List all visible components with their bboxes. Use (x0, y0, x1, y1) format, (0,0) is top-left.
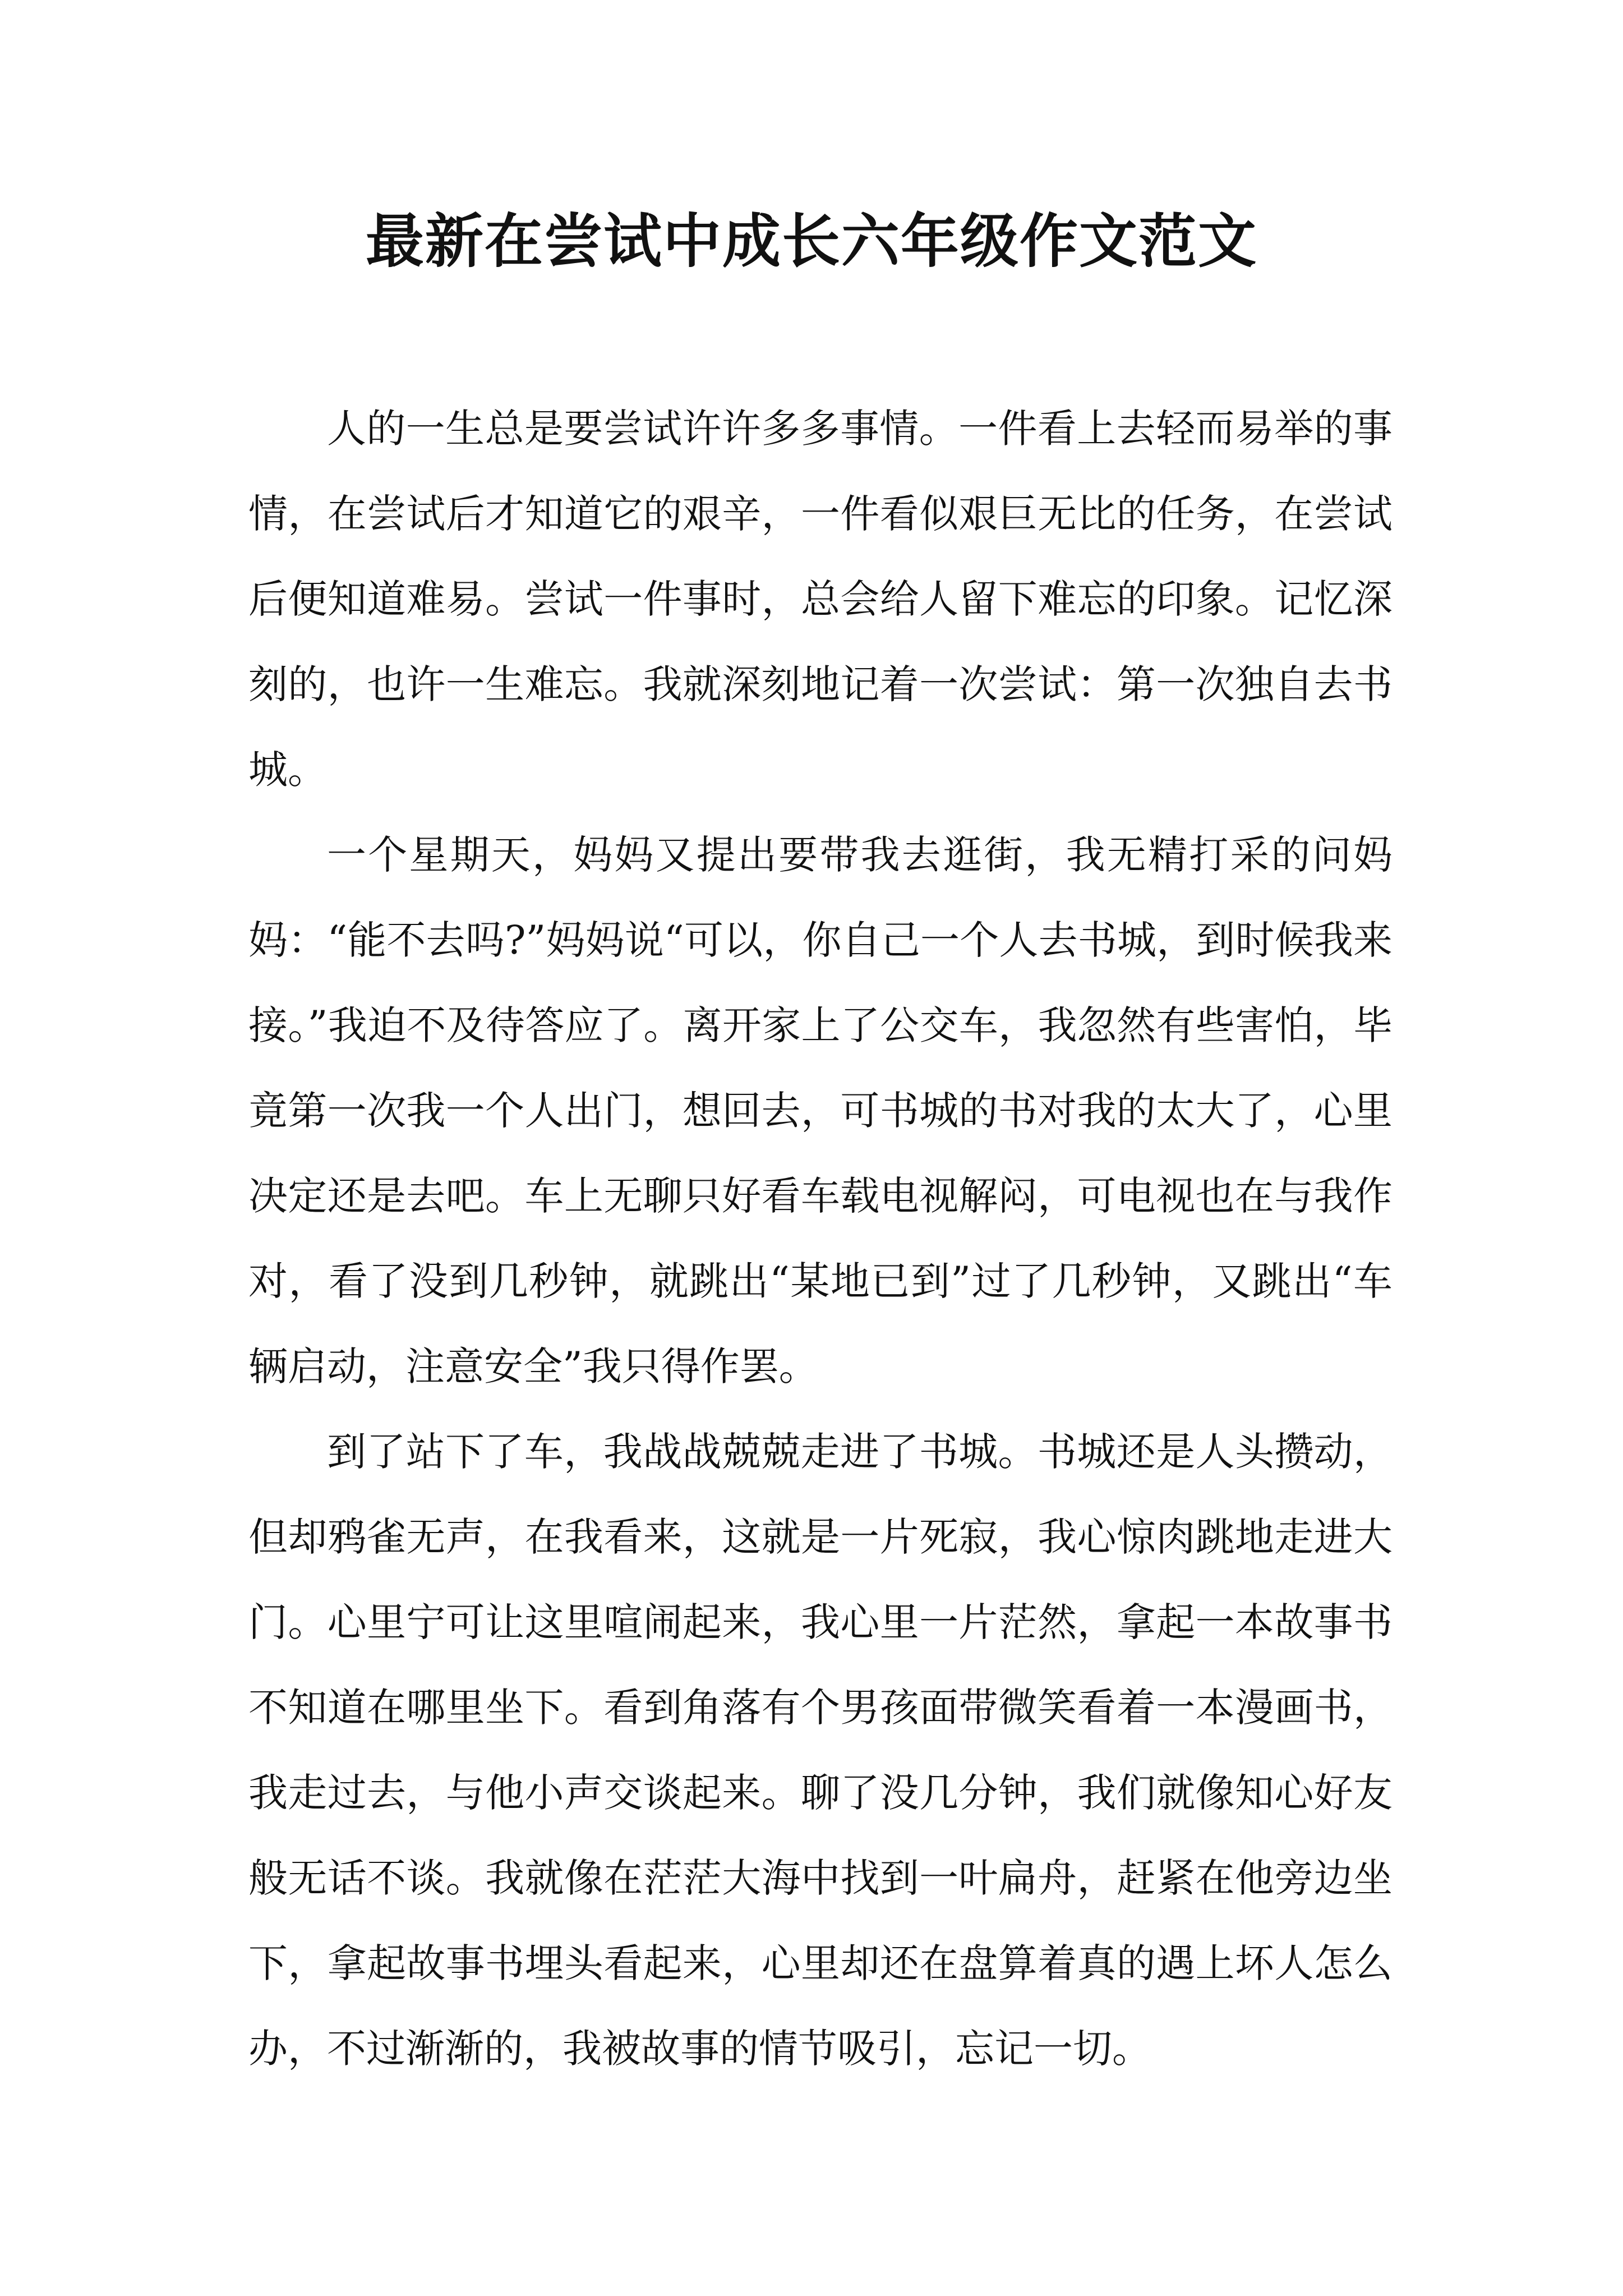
paragraph-1: 人的一生总是要尝试许许多多事情。一件看上去轻而易举的事情，在尝试后才知道它的艰辛，一件看似艰巨无比的任务，在尝试后便知道难易。尝试一件事时，总会给人留下难忘的印象。记忆深刻的，也许一生难忘。我就深刻地记着一次尝试：第一次独自去书城。 (248, 406, 1393, 793)
paragraph-3: 到了站下了车，我战战兢兢走进了书城。书城还是人头攒动，但却鸦雀无声，在我看来，这就是一片死寂，我心惊肉跳地走进大门。心里宁可让这里喧闹起来，我心里一片茫然，拿起一本故事书不知道在哪里坐下。看到角落有个男孩面带微笑看着一本漫画书，我走过去，与他小声交谈起来。聊了没几分钟，我们就像知心好友般无话不谈。我就像在茫茫大海中找到一叶扁舟，赶紧在他旁边坐下，拿起故事书埋头看起来，心里却还在盘算着真的遇上坏人怎么办，不过渐渐的，我被故事的情节吸引，忘记一切。 (248, 1429, 1393, 2072)
document-title: 最新在尝试中成长六年级作文范文 (365, 207, 1257, 275)
essay-body (248, 386, 1393, 2091)
paragraph-2: 一个星期天，妈妈又提出要带我去逛街，我无精打采的问妈妈：“能不去吗?”妈妈说“可以，你自己一个人去书城，到时候我来接。”我迫不及待答应了。离开家上了公交车，我忽然有些害怕，毕竟第一次我一个人出门，想回去，可书城的书对我的太大了，心里决定还是去吧。车上无聊只好看车载电视解闷，可电视也在与我作对，看了没到几秒钟，就跳出“某地已到”过了几秒钟，又跳出“车辆启动，注意安全”我只得作罢。 (248, 832, 1393, 1389)
